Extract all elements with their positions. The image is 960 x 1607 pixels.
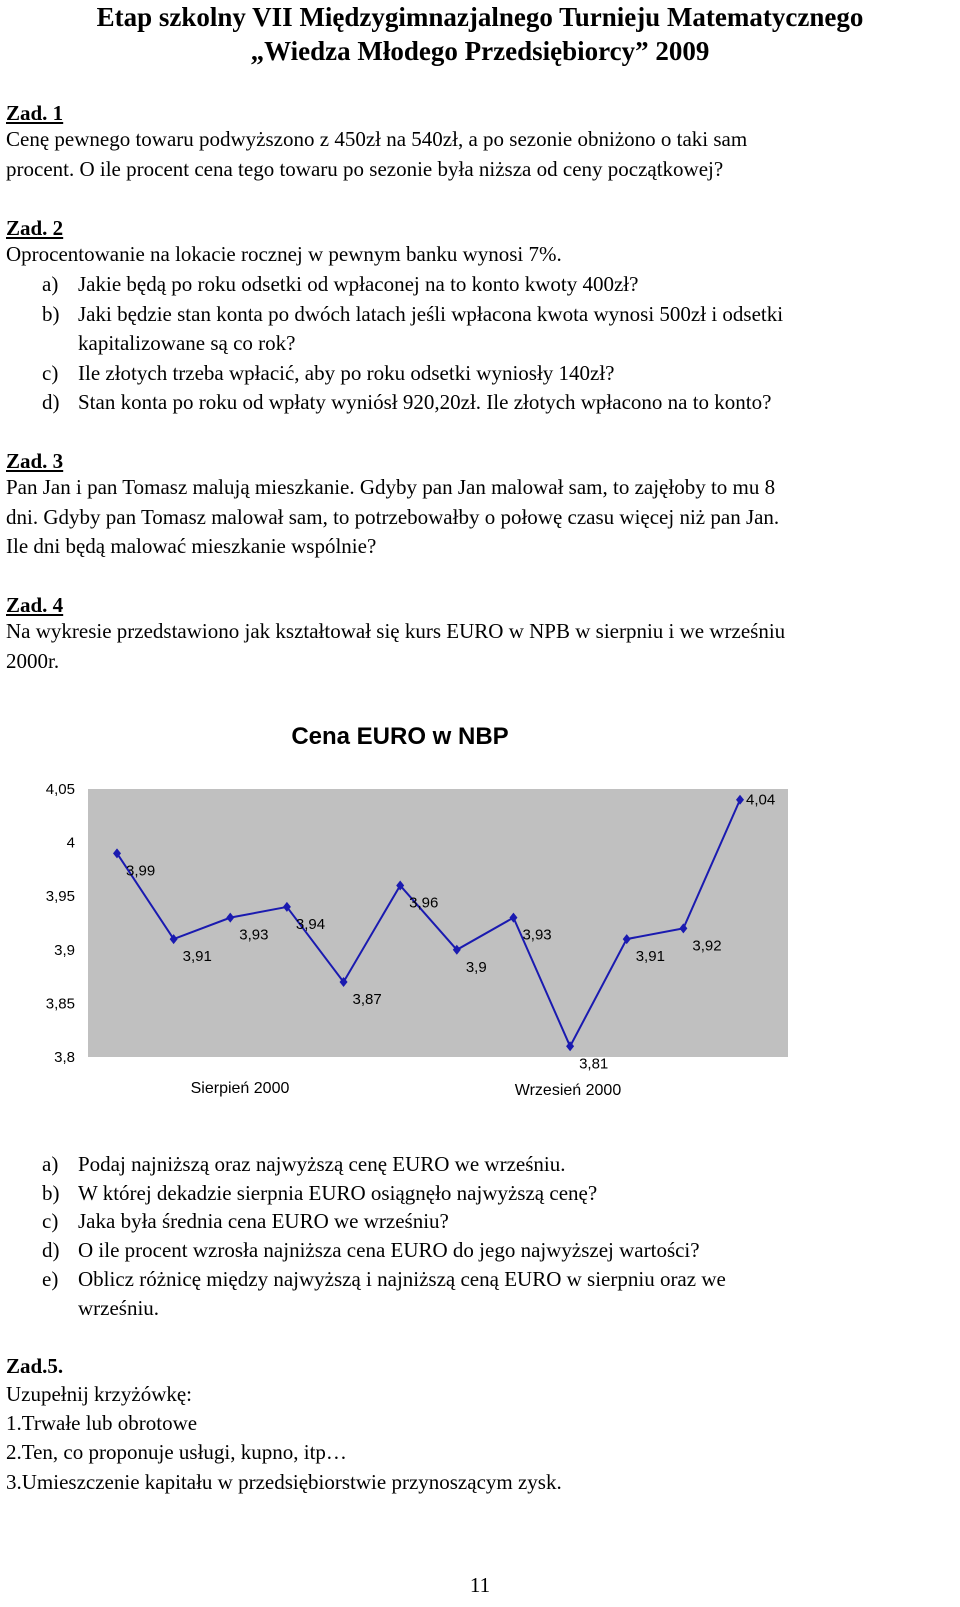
y-tick-label: 3,9 xyxy=(54,941,75,959)
zad4-item-d xyxy=(42,1236,952,1265)
data-label: 3,94 xyxy=(295,915,326,933)
zad1-line: Cenę pewnego towaru podwyższono z 450zł na 540zł, a po sezonie obniżono o taki sam xyxy=(6,127,748,151)
item-text: kapitalizowane są co rok? xyxy=(78,331,296,355)
item-label: c) xyxy=(42,361,59,385)
zad2-item-c xyxy=(42,359,952,388)
data-label: 3,9 xyxy=(465,958,487,976)
zad5-line: 1.Trwałe lub obrotowe xyxy=(6,1411,198,1435)
item-text: Stan konta po roku od wpłaty wyniósł 920,20zł. Ile złotych wpłacono na to konto? xyxy=(78,390,772,414)
zad4-item-a xyxy=(42,1150,952,1179)
data-label: 3,93 xyxy=(522,926,552,944)
item-text: Ile złotych trzeba wpłacić, aby po roku odsetki wyniosły 140zł? xyxy=(78,361,615,385)
zad3-line: dni. Gdyby pan Tomasz malował sam, to potrzebowałby o połowę czasu więcej niż pan Jan. xyxy=(6,505,780,529)
document-title-line2: „Wiedza Młodego Przedsiębiorcy” 2009 xyxy=(250,36,710,66)
x-category-label: Wrzesień 2000 xyxy=(514,1082,622,1099)
y-tick-label: 3,95 xyxy=(45,888,75,906)
zad3-line: Ile dni będą malować mieszkanie wspólnie? xyxy=(6,534,377,558)
y-tick-label: 4,05 xyxy=(45,781,75,798)
chart-title: Cena EURO w NBP xyxy=(291,725,509,750)
zad2-item-b xyxy=(42,300,952,358)
zad3-line: Pan Jan i pan Tomasz malują mieszkanie. Gdyby pan Jan malował sam, to zajęłoby to mu 8 xyxy=(6,475,776,499)
y-tick-label: 4 xyxy=(66,834,75,852)
zad4-line: 2000r. xyxy=(6,649,60,673)
item-text: Oblicz różnicę między najwyższą i najniższą ceną EURO w sierpniu oraz we xyxy=(78,1267,726,1291)
data-label: 3,87 xyxy=(352,990,382,1008)
zad2-item-a xyxy=(42,270,952,299)
y-axis xyxy=(46,781,75,1066)
item-label: b) xyxy=(42,302,60,326)
item-label: e) xyxy=(42,1267,59,1291)
item-label: b) xyxy=(42,1181,60,1205)
zad2-heading: Zad. 2 xyxy=(6,216,64,240)
item-label: a) xyxy=(42,1152,59,1176)
item-text: Jakie będą po roku odsetki od wpłaconej na to konto kwoty 400zł? xyxy=(78,272,639,296)
x-category-label: Sierpień 2000 xyxy=(190,1080,290,1097)
item-text: W której dekadzie sierpnia EURO osiągnęło najwyższą cenę? xyxy=(78,1181,598,1205)
document-title-line1: Etap szkolny VII Międzygimnazjalnego Turnieju Matematycznego xyxy=(96,2,864,32)
euro-price-chart xyxy=(0,725,960,1115)
item-label: a) xyxy=(42,272,59,296)
zad4-item-b xyxy=(42,1179,952,1208)
data-label: 3,92 xyxy=(692,937,722,955)
data-label: 3,93 xyxy=(239,926,269,944)
data-label: 3,96 xyxy=(409,894,439,912)
item-label: d) xyxy=(42,390,60,414)
y-tick-label: 3,8 xyxy=(54,1049,75,1066)
zad3-heading: Zad. 3 xyxy=(6,449,64,473)
item-text: wrześniu. xyxy=(78,1296,160,1320)
zad5-line: 2.Ten, co proponuje usługi, kupno, itp… xyxy=(6,1440,347,1464)
zad1-line: procent. O ile procent cena tego towaru po sezonie była niższa od ceny początkowej? xyxy=(6,157,724,181)
zad2-item-d xyxy=(42,388,952,417)
data-label: 3,99 xyxy=(126,862,156,880)
zad4-heading: Zad. 4 xyxy=(6,593,64,617)
zad4-item-c xyxy=(42,1207,952,1236)
zad5-line: 3.Umieszczenie kapitału w przedsiębiorstwie przynoszącym zysk. xyxy=(6,1470,562,1494)
data-label: 3,91 xyxy=(635,948,665,966)
data-label: 3,91 xyxy=(182,948,212,966)
item-text: Jaki będzie stan konta po dwóch latach jeśli wpłacona kwota wynosi 500zł i odsetki xyxy=(78,302,784,326)
zad1-heading: Zad. 1 xyxy=(6,101,64,125)
item-text: Podaj najniższą oraz najwyższą cenę EURO we wrześniu. xyxy=(78,1152,566,1176)
zad5-heading: Zad.5. xyxy=(6,1354,64,1378)
item-text: O ile procent wzrosła najniższa cena EURO do jego najwyższej wartości? xyxy=(78,1238,700,1262)
item-text: Jaka była średnia cena EURO we wrześniu? xyxy=(78,1209,449,1233)
item-label: d) xyxy=(42,1238,60,1262)
zad4-line: Na wykresie przedstawiono jak kształtował się kurs EURO w NPB w sierpniu i we wrześniu xyxy=(6,619,786,643)
data-label: 3,81 xyxy=(579,1055,609,1073)
y-tick-label: 3,85 xyxy=(45,995,75,1013)
zad2-intro: Oprocentowanie na lokacie rocznej w pewnym banku wynosi 7%. xyxy=(6,242,562,266)
page-number: 11 xyxy=(469,1573,491,1597)
plot-area xyxy=(88,789,788,1057)
data-label: 4,04 xyxy=(746,791,776,809)
zad5-line: Uzupełnij krzyżówkę: xyxy=(6,1382,193,1406)
item-label: c) xyxy=(42,1209,59,1233)
zad4-item-e xyxy=(42,1265,952,1323)
